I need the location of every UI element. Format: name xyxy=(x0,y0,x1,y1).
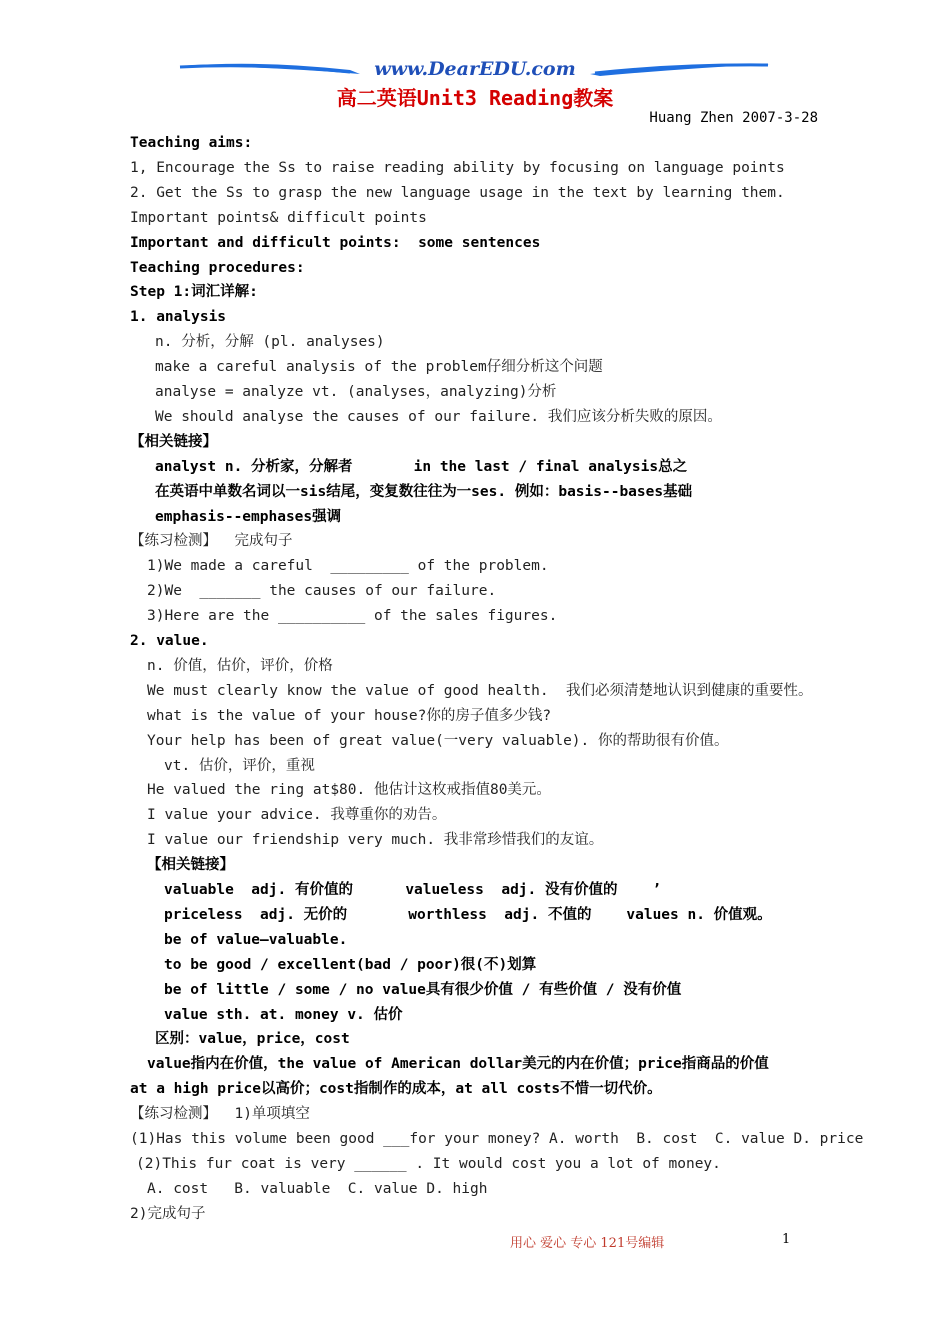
text-line: make a careful analysis of the problem仔细分析这个问题 xyxy=(155,359,603,376)
page-number: 1 xyxy=(782,1232,791,1247)
text-line: be of value—valuable. xyxy=(164,931,348,948)
text-line: priceless adj. 无价的 worthless adj. 不值的 values n. 价值观。 xyxy=(164,906,772,923)
text-line: value sth. at. money v. 估价 xyxy=(164,1006,403,1023)
text-line: We should analyse the causes of our failure. 我们应该分析失败的原因。 xyxy=(155,408,722,425)
author-date: Huang Zhen 2007-3-28 xyxy=(649,110,818,126)
text-line: analyst n. 分析家，分解者 in the last / final analysis总之 xyxy=(155,458,688,475)
footer-note: 用心 爱心 专心 121号编辑 xyxy=(510,1236,665,1251)
text-line: n. 价值，估价，评价，价格 xyxy=(147,657,333,674)
text-line: 1. analysis xyxy=(130,309,227,326)
text-line: what is the value of your house?你的房子值多少钱? xyxy=(147,707,552,724)
text-line: 3)Here are the __________ of the sales figures. xyxy=(147,608,558,625)
text-line: 【相关链接】 xyxy=(147,857,234,874)
text-line: 1)We made a careful _________ of the problem. xyxy=(147,558,549,575)
text-line: Important points& difficult points xyxy=(130,209,427,226)
text-line: 【练习检测】 完成句子 xyxy=(130,533,293,550)
text-line: 【相关链接】 xyxy=(130,433,217,450)
text-line: Important and difficult points: some sentences xyxy=(130,234,541,251)
text-line: (2)This fur coat is very ______ . It would cost you a lot of money. xyxy=(136,1155,721,1172)
text-line: Teaching aims: xyxy=(130,135,253,151)
text-line: He valued the ring at$80. 他估计这枚戒指值80美元。 xyxy=(147,782,551,799)
text-line: We must clearly know the value of good health. 我们必须清楚地认识到健康的重要性。 xyxy=(147,682,813,699)
text-line: I value your advice. 我尊重你的劝告。 xyxy=(147,807,447,824)
site-logo-text[interactable]: www.DearEDU.com xyxy=(374,58,576,80)
text-line: at a high price以高价；cost指制作的成本，at all costs不惜一切代价。 xyxy=(130,1081,662,1098)
text-line: vt. 估价，评价，重视 xyxy=(164,757,315,774)
site-header xyxy=(0,56,950,84)
text-line: Teaching procedures: xyxy=(130,259,305,276)
text-line: 2. value. xyxy=(130,633,209,649)
text-line: Your help has been of great value(一very valuable). 你的帮助很有价值。 xyxy=(147,732,729,749)
text-line: 2)We _______ the causes of our failure. xyxy=(147,583,497,600)
text-line: Step 1:词汇详解: xyxy=(130,284,258,301)
text-line: value指内在价值，the value of American dollar美元的内在价值；price指商品的价值 xyxy=(147,1056,769,1073)
text-line: be of little / some / no value具有很少价值 / 有些价值 / 没有价值 xyxy=(164,981,682,998)
text-line: analyse = analyze vt. (analyses，analyzing)分析 xyxy=(155,384,557,400)
text-line: A. cost B. valuable C. value D. high xyxy=(147,1180,488,1197)
text-line: to be good / excellent(bad / poor)很(不)划算 xyxy=(164,956,537,973)
text-line: 在英语中单数名词以一sis结尾，变复数往往为一ses. 例如：basis--bases基础 xyxy=(155,483,693,500)
text-line: valuable adj. 有价值的 valueless adj. 没有价值的 ’ xyxy=(164,882,662,898)
text-line: 【练习检测】 1)单项填空 xyxy=(130,1106,310,1123)
text-line: 1, Encourage the Ss to raise reading ability by focusing on language points xyxy=(130,159,785,176)
text-line: emphasis--emphases强调 xyxy=(155,508,342,525)
text-line: I value our friendship very much. 我非常珍惜我们的友谊。 xyxy=(147,832,604,849)
text-line: n. 分析，分解 (pl. analyses) xyxy=(155,334,385,351)
text-line: (1)Has this volume been good ___for your money? A. worth B. cost C. value D. price xyxy=(130,1131,864,1147)
page-title: 高二英语Unit3 Reading教案 xyxy=(336,86,614,110)
text-line: 2)完成句子 xyxy=(130,1205,206,1222)
text-line: 区别：value，price，cost xyxy=(155,1031,350,1048)
text-line: 2. Get the Ss to grasp the new language usage in the text by learning them. xyxy=(130,184,785,201)
